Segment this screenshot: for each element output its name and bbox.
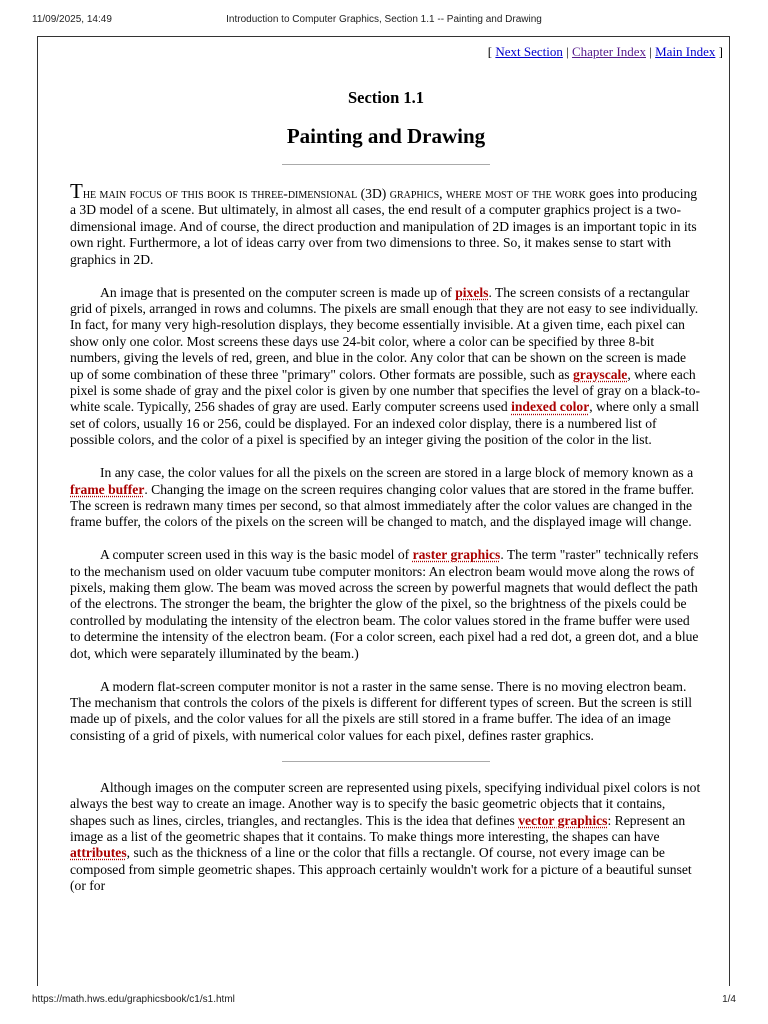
term-grayscale[interactable]: grayscale (572, 366, 628, 382)
term-attributes[interactable]: attributes (70, 845, 127, 861)
article-body (70, 179, 702, 895)
main-content (70, 87, 702, 911)
term-raster-graphics[interactable]: raster graphics (412, 547, 501, 563)
title-divider (282, 164, 490, 165)
paragraph-text: A modern flat-screen computer monitor is not a raster in the same sense. There is no moving electron beam. The mechanism that controls the colors of the pixels is different for different types of screen. But the screen is still made up of pixels, and the color values for all the pixels are still stored in a frame buffer. The idea of an image consisting of a grid of pixels, with numerical color values for each pixel, defines raster graphics. (70, 678, 692, 743)
term-frame-buffer[interactable]: frame buffer (70, 481, 145, 497)
paragraph-flat-screen (70, 679, 702, 745)
paragraph-text: , where only a small set of colors, usually 16 or 256, could be displayed. For an indexed color display, there is a numbered list of possible colors, and the color of a pixel is specified by an integer giving the position of the color in the list. (70, 399, 700, 448)
chapter-index-link[interactable]: Chapter Index (571, 44, 646, 59)
print-title: Introduction to Computer Graphics, Section 1.1 -- Painting and Drawing (226, 14, 542, 25)
paragraph-raster (70, 547, 702, 662)
paragraph-text: Although images on the computer screen are represented using pixels, specifying individual pixel colors is not always the best way to create an image. Another way is to specify the basic geometric objects that it contains, shapes such as lines, circles, triangles, and rectangles. This is the idea that defines (70, 779, 701, 828)
paragraph-text: goes into producing a 3D model of a scene. But ultimately, in almost all cases, the end result of a computer graphics project is a two-dimensional image. And of course, the direct production and manipulation of 2D images is an important topic in its own right. Furthermore, a lot of ideas carry over from two dimensions to three. So, it makes sense to start with graphics in 2D. (70, 186, 698, 267)
page-frame (37, 36, 730, 986)
paragraph-text: In any case, the color values for all the pixels on the screen are stored in a large block of memory known as a (100, 465, 694, 481)
paragraph-pixels (70, 285, 702, 449)
paragraph-text: An image that is presented on the computer screen is made up of (100, 284, 456, 300)
nav-bracket-open: [ (487, 44, 493, 59)
paragraph-text: , such as the thickness of a line or the color that fills a rectangle. Of course, not every image can be composed from simple geometric shapes. This approach certainly wouldn't work for a picture of a beautiful sunset (or for (70, 845, 692, 894)
paragraph-text: . Changing the image on the screen requires changing color values that are stored in the frame buffer. The screen is redrawn many times per second, so that almost immediately after the color values are changed in the frame buffer, the colors of the pixels on the screen will be changed to match, and the displayed image will change. (70, 481, 695, 530)
paragraph-text: , where each pixel is some shade of gray and the pixel color is given by one number that specifies the level of gray on a black-to-white scale. Typically, 256 shades of gray are used. Early computer screens used (70, 366, 701, 415)
paragraph-intro (70, 179, 702, 268)
small-caps-lead: he main focus of this book is three-dimensional (3D) graphics, where most of the work (82, 186, 586, 201)
paragraph-text: : Represent an image as a list of the geometric shapes that it contains. To make things more interesting, the shapes can have (70, 812, 686, 844)
print-date: 11/09/2025, 14:49 (32, 14, 112, 25)
nav-bracket-close: ] (718, 44, 723, 59)
paragraph-vector (70, 780, 702, 895)
nav-separator: | (566, 44, 569, 59)
print-footer (32, 994, 736, 1010)
print-header (32, 14, 736, 30)
paragraph-text: A computer screen used in this way is the basic model of (100, 547, 413, 563)
page-title: Painting and Drawing (286, 124, 486, 148)
drop-cap: T (70, 179, 83, 203)
page-number: 1/4 (722, 994, 736, 1005)
main-index-link[interactable]: Main Index (655, 44, 716, 59)
print-url: https://math.hws.edu/graphicsbook/c1/s1.html (32, 994, 235, 1005)
section-nav (488, 44, 723, 60)
paragraph-text: . The screen consists of a rectangular grid of pixels, arranged in rows and columns. The pixels are small enough that they are not easy to see individually. In fact, for many very high-resolution displays, they become essentially invisible. At a given time, each pixel can show only one color. Most screens these days use 24-bit color, where a color can be specified by three 8-bit numbers, giving the levels of red, green, and blue in the color. Any color that can be shown on the screen is made up of some combination of these three "primary" colors. Other formats are possible, such as (70, 284, 699, 382)
section-label: Section 1.1 (347, 88, 425, 107)
section-divider (282, 761, 490, 762)
term-vector-graphics[interactable]: vector graphics (518, 812, 608, 828)
next-section-link[interactable]: Next Section (495, 44, 563, 59)
nav-separator: | (649, 44, 652, 59)
paragraph-text: . The term "raster" technically refers to the mechanism used on older vacuum tube computer monitors: An electron beam would move along the rows of pixels, making them glow. The beam was moved across the screen by powerful magnets that would deflect the path of the electrons. The stronger the beam, the brighter the glow of the pixel, so the brightness of the pixels could be controlled by modulating the intensity of the electron beam. The color values stored in the frame buffer were used to determine the intensity of the electron beam. (For a color screen, each pixel had a red dot, a green dot, and a blue dot, which were separately illuminated by the beam.) (70, 547, 699, 661)
term-indexed-color[interactable]: indexed color (511, 399, 590, 415)
paragraph-frame-buffer (70, 465, 702, 531)
term-pixels[interactable]: pixels (455, 284, 489, 300)
